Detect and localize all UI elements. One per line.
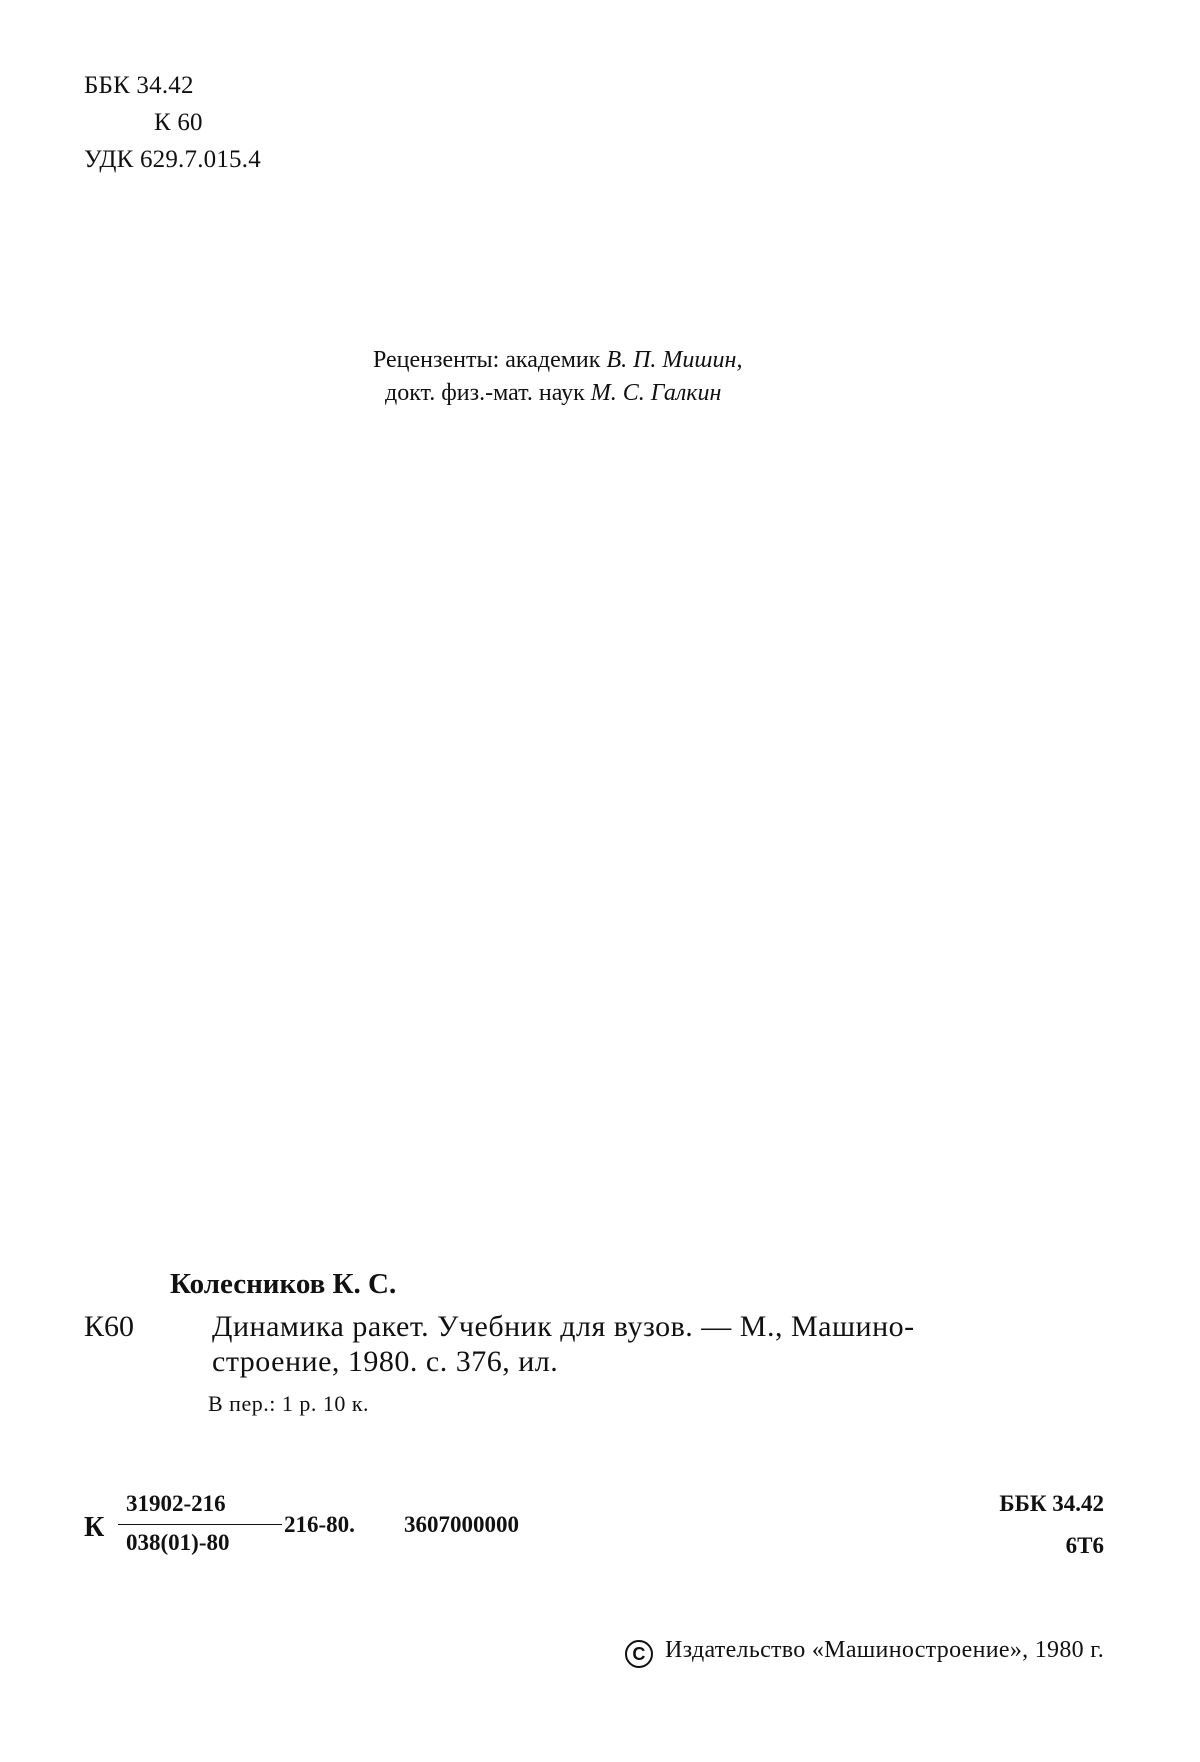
bbk-code: ББК 34.42	[84, 72, 194, 99]
copyright-icon: С	[625, 1640, 653, 1668]
author-mark: К 60	[154, 109, 203, 136]
code-numerator: 31902-216	[126, 1491, 226, 1516]
fraction-line	[118, 1524, 282, 1525]
reviewer-1-name: В. П. Мишин,	[606, 347, 743, 373]
reviewer-2-name: М. С. Галкин	[590, 380, 722, 406]
code-number: 3607000000	[404, 1512, 519, 1537]
code-6t6: 6Т6	[1065, 1533, 1104, 1558]
reviewers-label: Рецензенты: академик	[373, 347, 601, 373]
copyright-line	[625, 1637, 1104, 1668]
card-index: К60	[84, 1310, 135, 1343]
udk-code: УДК 629.7.015.4	[84, 146, 261, 173]
code-suffix: 216-80.	[284, 1512, 355, 1537]
reviewers-line-1	[373, 347, 742, 374]
card-title-line-2: строение, 1980. с. 376, ил.	[212, 1345, 559, 1378]
copyright-text: Издательство «Машиностроение», 1980 г.	[664, 1637, 1104, 1663]
code-denominator: 038(01)-80	[126, 1530, 230, 1555]
code-bbk: ББК 34.42	[999, 1491, 1104, 1516]
card-title-line-1: Динамика ракет. Учебник для вузов. — М., Машино-	[212, 1310, 915, 1343]
code-letter: К	[84, 1512, 105, 1543]
reviewers-line-2	[385, 380, 721, 407]
reviewer-2-degree: докт. физ.-мат. наук	[385, 380, 585, 406]
card-author: Колесников К. С.	[170, 1268, 397, 1300]
card-price: В пер.: 1 р. 10 к.	[208, 1391, 370, 1416]
